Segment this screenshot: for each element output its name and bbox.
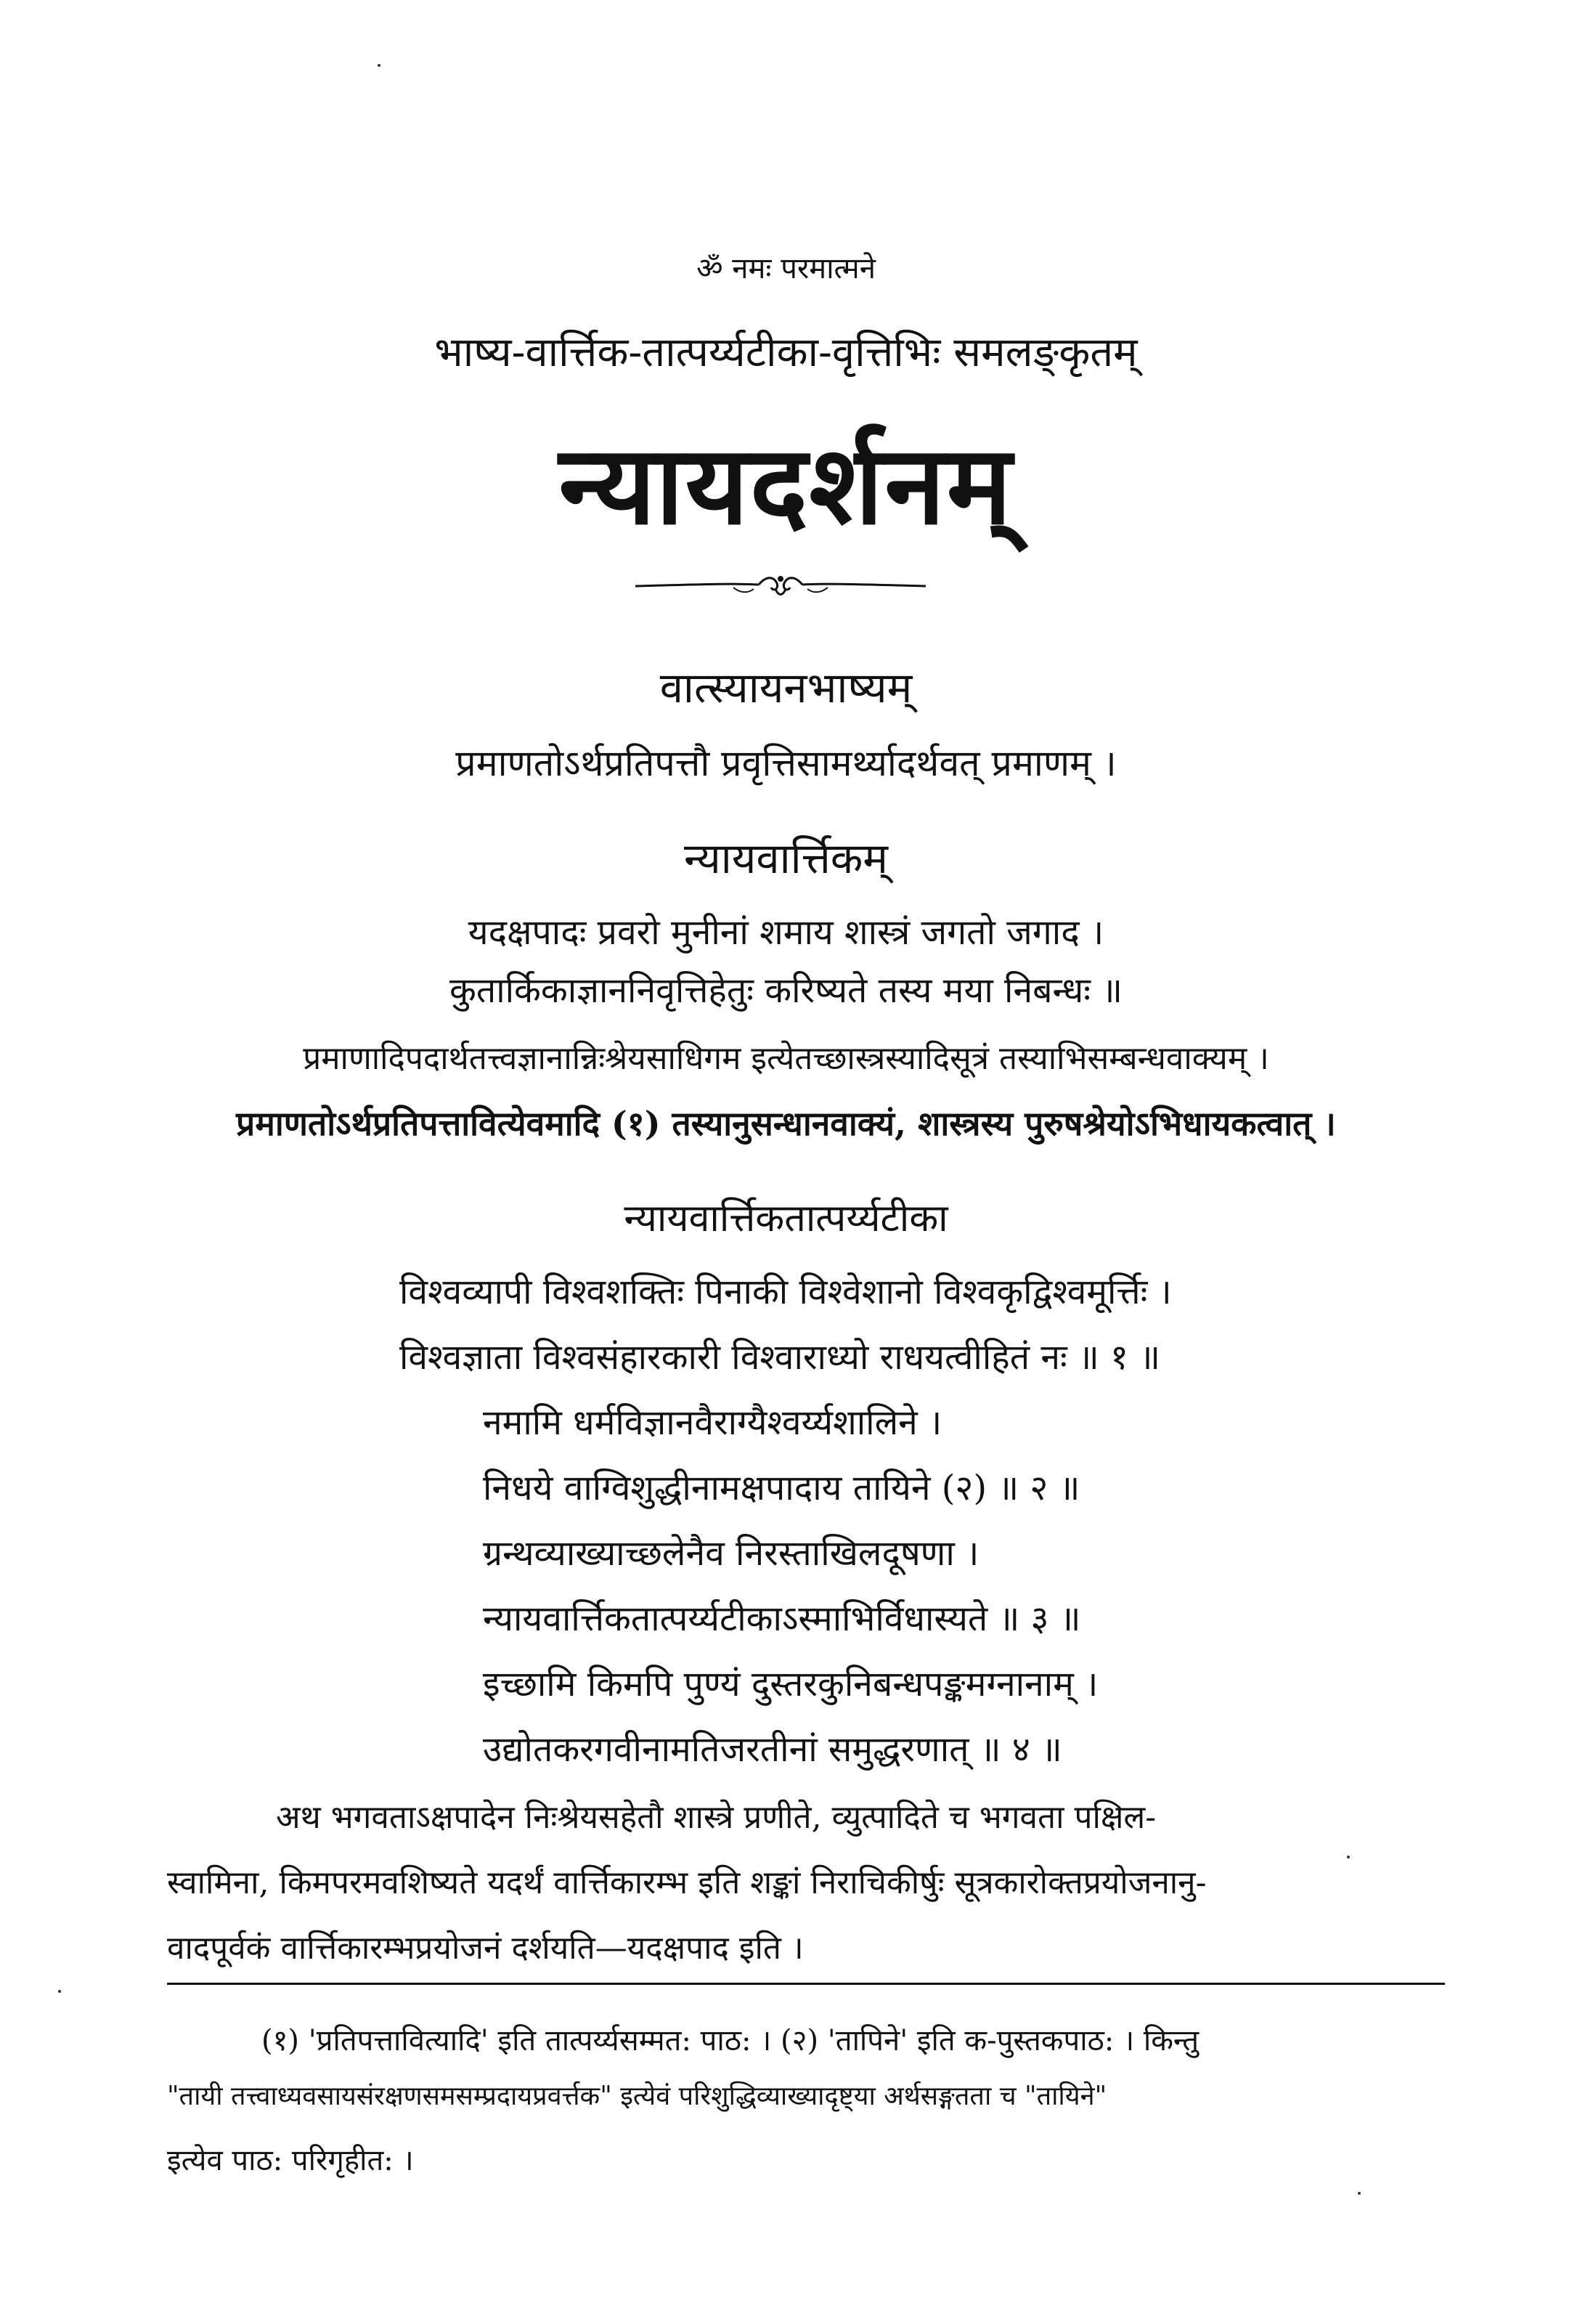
scan-speck xyxy=(1358,2192,1361,2195)
tika-verse: ग्रन्थव्याख्याच्छलेनैव निरस्ताखिलदूषणा । xyxy=(483,1533,980,1574)
footnote-line: "तायी तत्त्वाध्यवसायसंरक्षणसमसम्प्रदायप्रवर्त्तक" इत्येवं परिशुद्धिव्याख्यादृष्ट्या अर्थसङ्गतता च "तायिने" xyxy=(167,2081,1107,2111)
invocation: ॐ नमः परमात्मने xyxy=(696,252,876,285)
tika-verse: न्यायवार्त्तिकतात्पर्य्यटीकाऽस्माभिर्विधास्यते ॥ ३ ॥ xyxy=(483,1598,1081,1639)
varttika-prose-1: प्रमाणादिपदार्थतत्त्वज्ञानान्निःश्रेयसाधिगम इत्येतच्छास्त्रस्यादिसूत्रं तस्याभिसम्बन्धवाक्यम् । xyxy=(303,1040,1269,1077)
varttika-verse-2: कुतार्किकाज्ञाननिवृत्तिहेतुः करिष्यते तस्य मया निबन्धः ॥ xyxy=(449,970,1123,1011)
bhashya-heading: वात्स्यायनभाष्यम् xyxy=(659,663,913,712)
tika-verse: इच्छामि किमपि पुण्यं दुस्तरकुनिबन्धपङ्कमग्नानाम् । xyxy=(483,1664,1099,1705)
tika-prose-line: स्वामिना, किमपरमवशिष्यते यदर्थं वार्त्तिकारम्भ इति शङ्कां निराचिकीर्षुः सूत्रकारोक्तप्रयोजनानु- xyxy=(167,1864,1207,1901)
footnote-divider xyxy=(167,1983,1445,1985)
scroll-ornament-icon xyxy=(632,563,929,606)
tika-verse: विश्वव्यापी विश्वशक्तिः पिनाकी विश्वेशानो विश्वकृद्विश्वमूर्त्तिः । xyxy=(399,1272,1172,1312)
varttika-prose-2: प्रमाणतोऽर्थप्रतिपत्तावित्येवमादि (१) तस्यानुसन्धानवाक्यं, शास्त्रस्य पुरुषश्रेयोऽभिधायकत्वात् । xyxy=(236,1104,1336,1143)
scan-speck xyxy=(58,1990,61,1993)
scan-speck xyxy=(1347,1856,1350,1858)
tika-verse: निधये वाग्विशुद्धीनामक्षपादाय तायिने (२) ॥ २ ॥ xyxy=(483,1468,1080,1508)
tika-prose-line: वादपूर्वकं वार्त्तिकारम्भप्रयोजनं दर्शयति—यदक्षपाद इति । xyxy=(167,1930,804,1967)
footnote-line: (१) 'प्रतिपत्तावित्यादि' इति तात्पर्य्यसम्मत: पाठ: । (२) 'तापिने' इति क-पुस्तकपाठ: । किन्तु xyxy=(261,2024,1200,2057)
bhashya-text: प्रमाणतोऽर्थप्रतिपत्तौ प्रवृत्तिसामर्थ्यादर्थवत् प्रमाणम् । xyxy=(455,742,1117,784)
tika-heading: न्यायवार्त्तिकतात्पर्य्यटीका xyxy=(624,1197,948,1240)
subtitle: भाष्य-वार्त्तिक-तात्पर्य्यटीका-वृत्तिभिः समलङ्कृतम् xyxy=(434,329,1138,376)
tika-verse: नमामि धर्मविज्ञानवैराग्यैश्वर्य्यशालिने । xyxy=(483,1402,942,1443)
varttika-verse-1: यदक्षपादः प्रवरो मुनीनां शमाय शास्त्रं जगतो जगाद । xyxy=(468,912,1104,953)
tika-prose-line: अथ भगवताऽक्षपादेन निःश्रेयसहेतौ शास्त्रे प्रणीते, व्युत्पादिते च भगवता पक्षिल- xyxy=(276,1799,1157,1836)
varttika-heading: न्यायवार्त्तिकम् xyxy=(683,834,888,883)
tika-verse: उद्योतकरगवीनामतिजरतीनां समुद्धरणात् ॥ ४ ॥ xyxy=(483,1729,1062,1770)
page-title: न्यायदर्शनम् xyxy=(558,421,1014,549)
scan-speck xyxy=(378,64,380,67)
tika-verse: विश्वज्ञाता विश्वसंहारकारी विश्वाराध्यो राधयत्वीहितं नः ॥ १ ॥ xyxy=(399,1337,1160,1378)
footnote-line: इत्येव पाठ: परिगृहीत: । xyxy=(167,2144,414,2177)
